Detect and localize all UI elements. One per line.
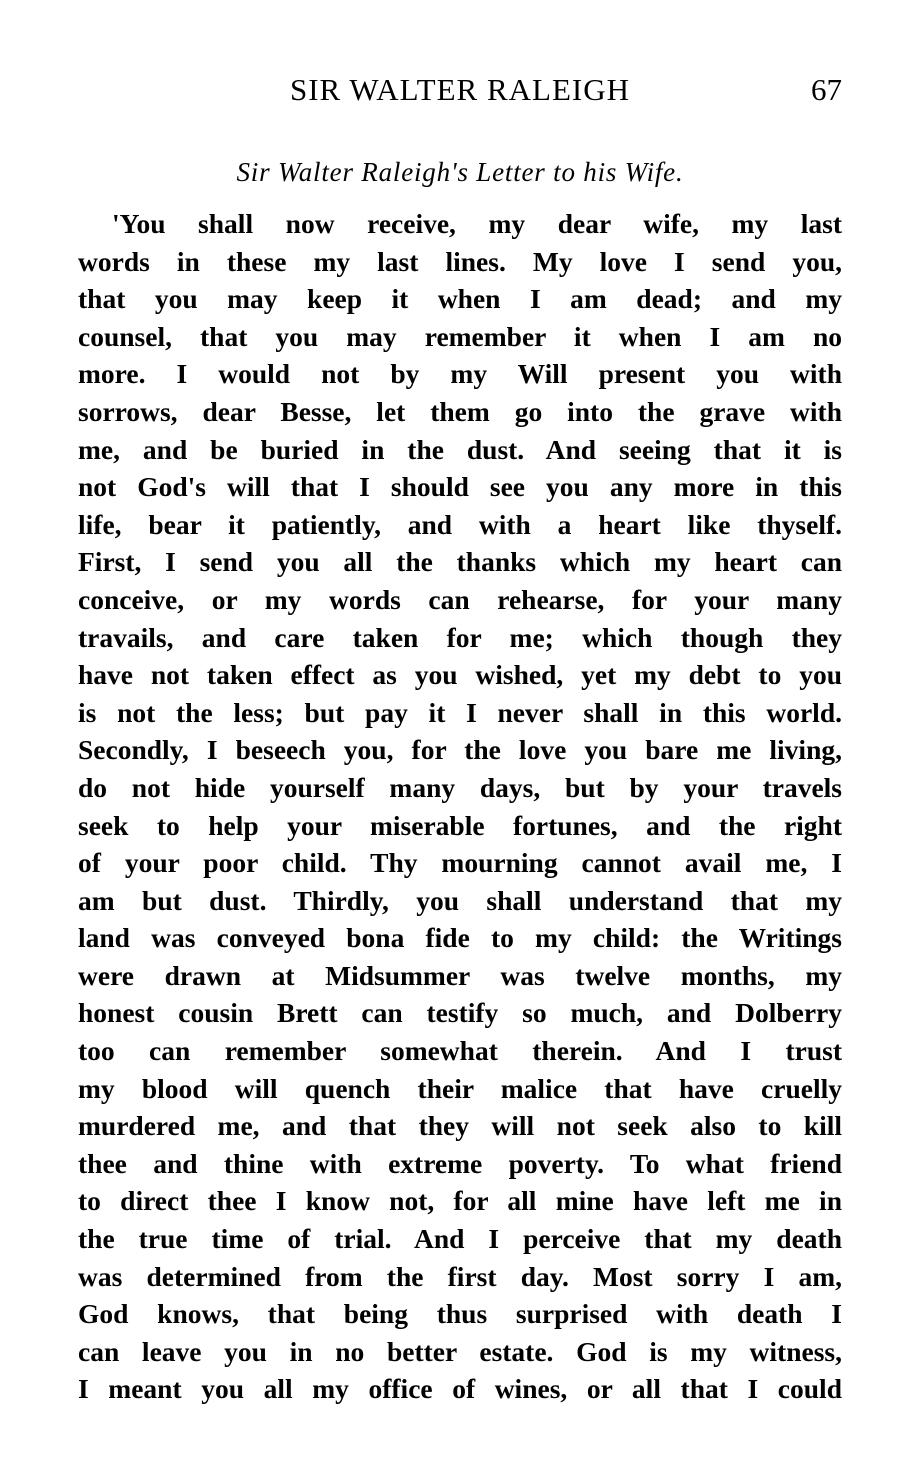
page-number: 67	[811, 72, 842, 107]
letter-heading: Sir Walter Raleigh's Letter to his Wife.	[236, 157, 684, 187]
running-head	[78, 72, 842, 112]
text-line: life, bear it patiently, and with a heart like thyself.	[78, 508, 842, 540]
running-title: SIR WALTER RALEIGH	[289, 72, 631, 107]
text-line: to direct thee I know not, for all mine have left me in	[78, 1185, 842, 1217]
text-line: that you may keep it when I am dead; and my	[78, 283, 842, 315]
text-line: thee and thine with extreme poverty. To what friend	[78, 1147, 842, 1179]
text-line: me, and be buried in the dust. And seeing that it is	[78, 433, 842, 465]
text-line: sorrows, dear Besse, let them go into the grave with	[78, 395, 842, 427]
text-line: travails, and care taken for me; which though they	[78, 621, 842, 653]
text-line: was determined from the first day. Most sorry I am,	[78, 1260, 842, 1292]
text-line: do not hide yourself many days, but by your travels	[78, 771, 842, 803]
text-line: too can remember somewhat therein. And I trust	[78, 1035, 842, 1067]
text-line: seek to help your miserable fortunes, and the right	[78, 809, 842, 841]
text-line: 'You shall now receive, my dear wife, my last	[112, 208, 842, 239]
text-line: murdered me, and that they will not seek also to kill	[78, 1110, 842, 1142]
text-line: I meant you all my office of wines, or all that I could	[78, 1373, 842, 1405]
text-line: am but dust. Thirdly, you shall understand that my	[78, 884, 842, 916]
text-line: First, I send you all the thanks which my heart can	[78, 546, 842, 578]
text-line: conceive, or my words can rehearse, for your many	[78, 583, 842, 615]
text-line: not God's will that I should see you any more in this	[78, 471, 842, 503]
text-line: land was conveyed bona fide to my child: the Writings	[78, 922, 842, 954]
text-line: my blood will quench their malice that have cruelly	[78, 1072, 842, 1104]
text-line: is not the less; but pay it I never shall in this world.	[78, 696, 842, 728]
letter-body	[78, 205, 842, 1408]
text-line: of your poor child. Thy mourning cannot avail me, I	[78, 847, 842, 879]
text-line: were drawn at Midsummer was twelve months, my	[78, 959, 842, 991]
text-line: words in these my last lines. My love I send you,	[78, 245, 842, 277]
text-line: the true time of trial. And I perceive that my death	[78, 1223, 842, 1255]
text-line: have not taken effect as you wished, yet my debt to you	[78, 659, 842, 691]
text-line: God knows, that being thus surprised with death I	[78, 1298, 842, 1330]
text-line: more. I would not by my Will present you with	[78, 358, 842, 390]
text-line: Secondly, I beseech you, for the love you bare me living,	[78, 734, 842, 766]
text-line: can leave you in no better estate. God is my witness,	[78, 1335, 842, 1367]
text-line: counsel, that you may remember it when I am no	[78, 320, 842, 352]
text-line: honest cousin Brett can testify so much, and Dolberry	[78, 997, 842, 1029]
